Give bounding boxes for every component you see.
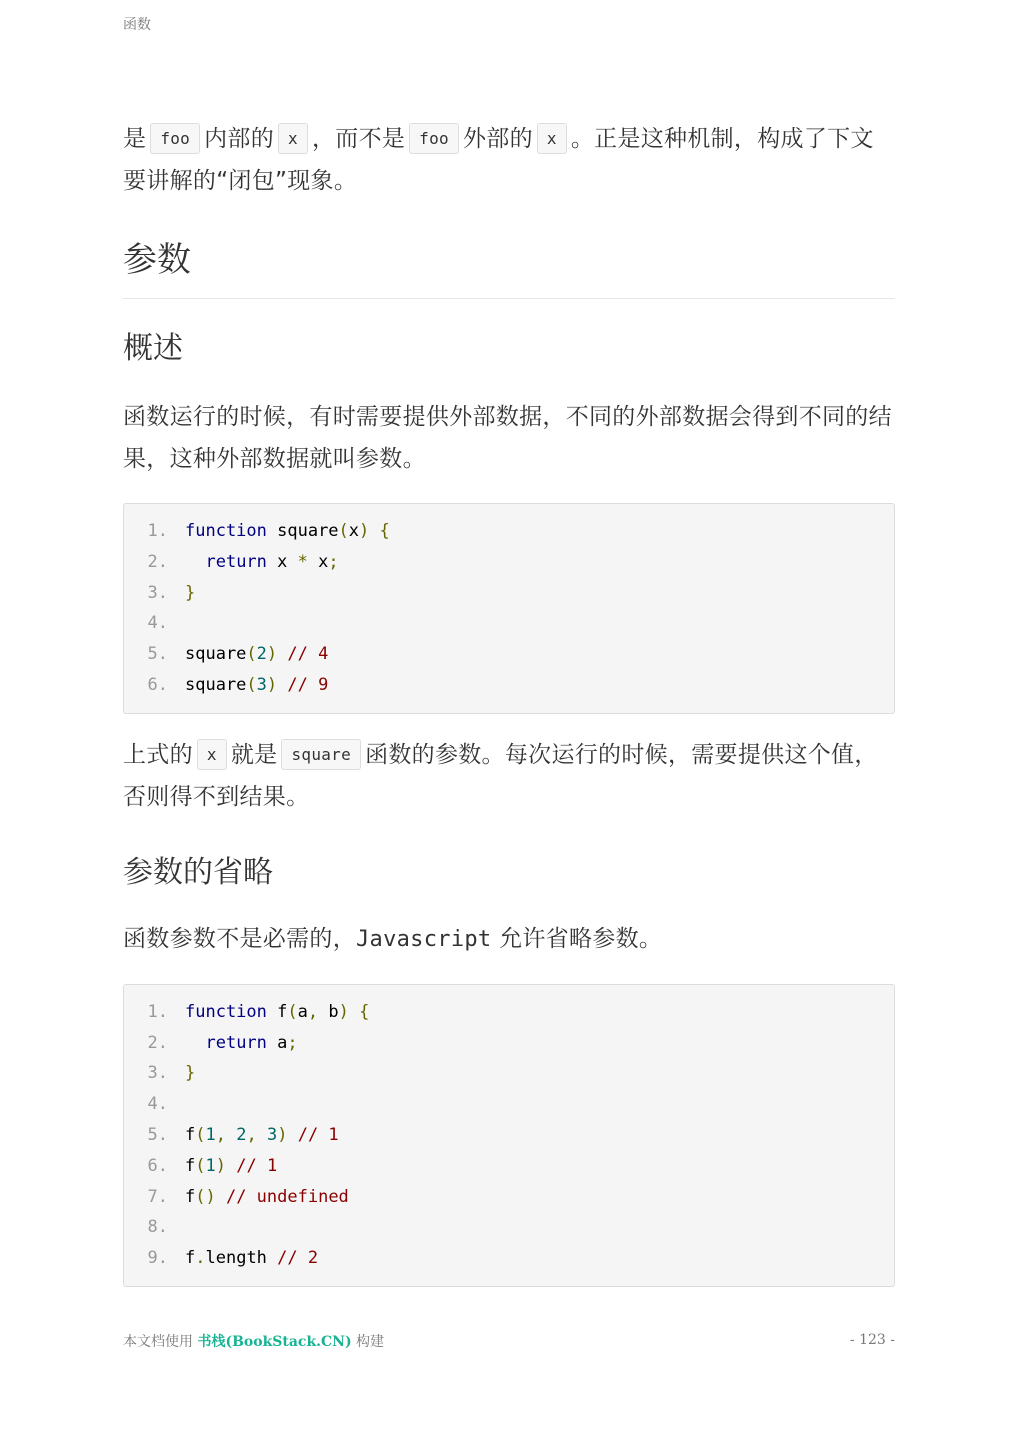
code-comment: // 1	[226, 1155, 278, 1176]
code-comment: // 4	[277, 644, 329, 665]
line-number: 4.	[147, 1094, 168, 1115]
footer-brand-link[interactable]: 书栈(BookStack.CN)	[197, 1334, 352, 1350]
code-token: x	[307, 551, 329, 572]
section-heading-params: 参数	[123, 236, 895, 299]
code-line	[124, 670, 894, 701]
inline-code: square	[281, 739, 361, 770]
code-token: *	[297, 551, 308, 572]
inline-code: x	[278, 123, 308, 154]
line-number: 6.	[147, 1155, 168, 1176]
code-indent	[185, 1033, 205, 1053]
footer-suffix: 构建	[351, 1334, 385, 1350]
document-content	[123, 118, 895, 1287]
code-block-omit	[123, 984, 895, 1287]
code-token: (	[195, 1124, 206, 1145]
code-comment: // undefined	[215, 1186, 349, 1207]
code-token: (	[246, 644, 257, 665]
footer-credit	[123, 1331, 384, 1351]
code-token: {	[348, 1001, 370, 1022]
code-token: a	[266, 1032, 288, 1053]
code-line	[124, 1089, 894, 1120]
code-token: }	[185, 582, 196, 603]
code-token: ,	[246, 1124, 257, 1145]
text: 。正是这种机制，构成了下文要讲解的“闭包”现象。	[123, 126, 874, 194]
code-token: )	[338, 1001, 349, 1022]
code-token: )	[215, 1155, 226, 1176]
inline-code: x	[537, 123, 567, 154]
code-token: function	[185, 521, 267, 541]
inline-code: foo	[409, 123, 459, 154]
text: ，而不是	[311, 126, 406, 152]
line-number: 1.	[147, 1001, 168, 1022]
code-token: f	[185, 1124, 196, 1145]
code-token: function	[185, 1001, 267, 1022]
mono-text: Javascript	[356, 926, 492, 952]
line-number: 2.	[147, 551, 168, 572]
code-token: 3	[256, 674, 267, 695]
text: 是	[123, 126, 147, 152]
code-token: square	[266, 521, 339, 541]
text: 就是	[230, 741, 278, 768]
line-number: 5.	[147, 644, 168, 665]
code-line	[124, 997, 894, 1028]
code-token: ,	[215, 1124, 226, 1145]
code-comment: // 9	[277, 674, 329, 695]
text: 函数参数不是必需的，	[123, 925, 356, 952]
code-token: 2	[256, 644, 267, 665]
text: 上式的	[123, 741, 193, 768]
code-token: )	[277, 1124, 288, 1145]
code-token: ()	[195, 1186, 216, 1207]
code-token: f	[266, 1001, 288, 1022]
code-line	[124, 578, 894, 609]
code-token: 1	[205, 1155, 216, 1176]
line-number: 3.	[147, 1063, 168, 1084]
code-token: 3	[256, 1124, 278, 1145]
code-line	[124, 547, 894, 578]
code-line	[124, 1151, 894, 1182]
subsection-heading-omit: 参数的省略	[123, 854, 273, 890]
code-line	[124, 639, 894, 670]
code-block-square	[123, 503, 895, 714]
code-indent	[185, 552, 205, 572]
line-number: 7.	[147, 1186, 168, 1207]
code-line	[124, 1182, 894, 1213]
code-token: (	[338, 521, 349, 541]
code-token: )	[266, 644, 278, 665]
code-token: (	[246, 674, 257, 695]
code-token: square	[185, 674, 247, 695]
text: 内部的	[204, 126, 275, 152]
footer-prefix: 本文档使用	[123, 1334, 198, 1350]
code-token: f	[185, 1248, 196, 1269]
code-token: x	[348, 521, 360, 541]
subsection-heading-overview: 概述	[123, 331, 183, 366]
code-token: {	[369, 521, 390, 541]
code-token: return	[205, 1032, 267, 1053]
paragraph-square-param	[123, 734, 895, 818]
line-number: 2.	[147, 1032, 168, 1053]
line-number: 9.	[147, 1248, 168, 1269]
code-line	[124, 1120, 894, 1151]
paragraph-params-intro: 函数运行的时候，有时需要提供外部数据，不同的外部数据会得到不同的结果，这种外部数据就叫参数。	[123, 404, 892, 472]
code-line	[124, 1243, 894, 1274]
code-token: (	[195, 1155, 206, 1176]
code-token: }	[185, 1063, 196, 1084]
line-number: 3.	[147, 582, 168, 603]
line-number: 8.	[147, 1217, 168, 1238]
code-token: (	[287, 1001, 298, 1022]
code-token: )	[266, 674, 278, 695]
code-token: a	[297, 1001, 308, 1022]
paragraph-omit-intro	[123, 918, 895, 961]
code-token: return	[205, 551, 267, 572]
code-comment: // 2	[266, 1248, 319, 1269]
code-comment: // 1	[287, 1124, 339, 1145]
code-line	[124, 1058, 894, 1089]
code-token: length	[205, 1248, 267, 1269]
text: 外部的	[462, 126, 533, 152]
text: 允许省略参数。	[491, 925, 663, 952]
code-line	[124, 608, 894, 639]
code-line	[124, 1212, 894, 1243]
page-number: - 123 -	[849, 1332, 895, 1348]
code-token: )	[359, 521, 370, 541]
running-header: 函数	[123, 17, 151, 33]
code-token: f	[185, 1186, 196, 1207]
inline-code: foo	[150, 123, 200, 154]
code-line	[124, 516, 894, 547]
code-token: ;	[287, 1032, 298, 1053]
code-token: b	[318, 1001, 339, 1022]
code-token: .	[195, 1248, 206, 1269]
code-token: x	[266, 551, 298, 572]
code-token: ,	[307, 1001, 319, 1022]
line-number: 1.	[147, 521, 168, 541]
text: 函数的参数。每次运行的时候，需要提供这个值，否则得不到结果。	[123, 741, 878, 810]
line-number: 5.	[147, 1124, 168, 1145]
code-token: ;	[328, 551, 339, 572]
code-token: 2	[226, 1124, 247, 1145]
code-token: square	[185, 644, 247, 665]
code-token: 1	[205, 1124, 216, 1145]
line-number: 6.	[147, 674, 168, 695]
paragraph-closure	[123, 118, 895, 202]
code-line	[124, 1028, 894, 1059]
code-token: f	[185, 1155, 196, 1176]
inline-code: x	[197, 739, 227, 770]
line-number: 4.	[147, 613, 168, 634]
